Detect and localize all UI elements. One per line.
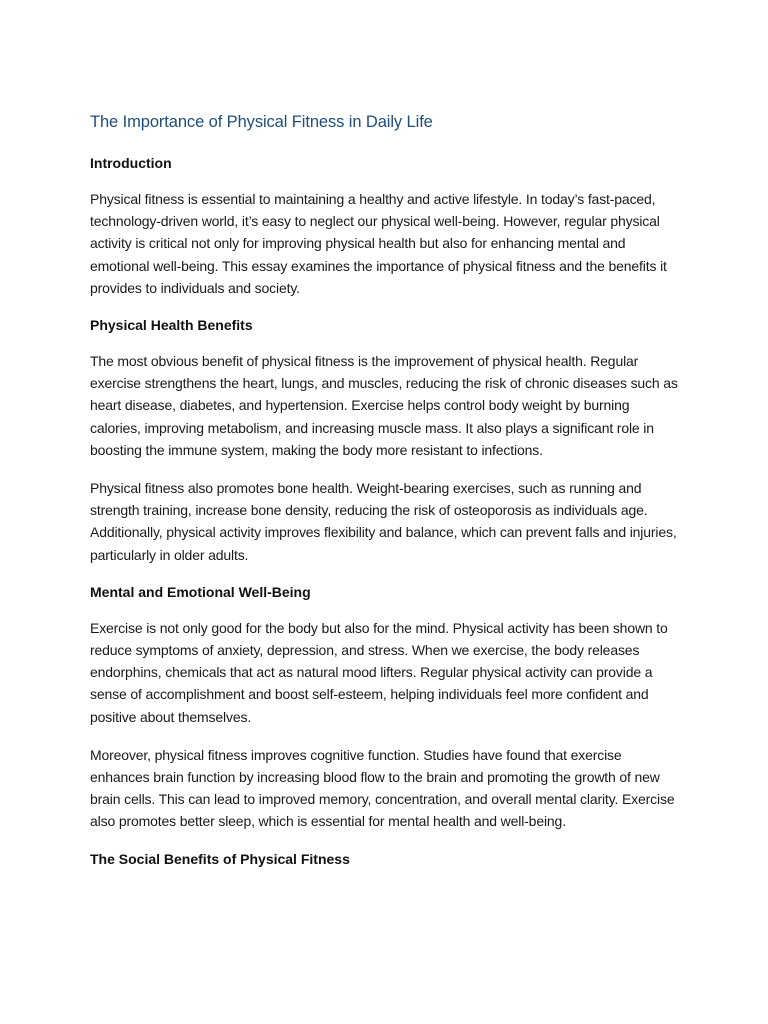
paragraph-mental-wellbeing-2: Moreover, physical fitness improves cognitive function. Studies have found that exercise enhances brain function by increasing blood flow to the brain and promoting the growth of new brain cells. This can lead to improved memory, concentration, and overall mental clarity. Exercise also promotes better sleep, which is essential for mental health and well-being. [90,746,675,830]
document-title: The Importance of Physical Fitness in Daily Life [90,113,433,131]
paragraph-physical-health-2: Physical fitness also promotes bone health. Weight-bearing exercises, such as running and strength training, increase bone density, reducing the risk of osteoporosis as individuals age. Additionally, physical activity improves flexibility and balance, which can prevent falls and injuries, particularly in older adults. [90,480,677,563]
paragraph-introduction: Physical fitness is essential to maintaining a healthy and active lifestyle. In today’s fast-paced, technology-driven world, it’s easy to neglect our physical well-being. However, regular physical activity is critical not only for improving physical health but also for enhancing mental and emotional well-being. This essay examines the importance of physical fitness and the benefits it provides to individuals and society. [90,191,667,296]
paragraph-physical-health-1: The most obvious benefit of physical fitness is the improvement of physical health. Regular exercise strengthens the heart, lungs, and muscles, reducing the risk of chronic diseases such as heart disease, diabetes, and hypertension. Exercise helps control body weight by burning calories, improving metabolism, and increasing muscle mass. It also plays a significant role in boosting the immune system, making the body more resistant to infections. [90,353,678,458]
section-heading-social-benefits: The Social Benefits of Physical Fitness [90,850,350,867]
section-heading-physical-health: Physical Health Benefits [90,317,253,334]
document-page [90,111,682,884]
section-heading-mental-wellbeing: Mental and Emotional Well-Being [90,583,311,600]
paragraph-mental-wellbeing-1: Exercise is not only good for the body but also for the mind. Physical activity has been shown to reduce symptoms of anxiety, depression, and stress. When we exercise, the body releases endorphins, chemicals that act as natural mood lifters. Regular physical activity can provide a sense of accomplishment and boost self-esteem, helping individuals feel more confident and positive about themselves. [90,619,668,725]
section-heading-introduction: Introduction [90,155,172,171]
